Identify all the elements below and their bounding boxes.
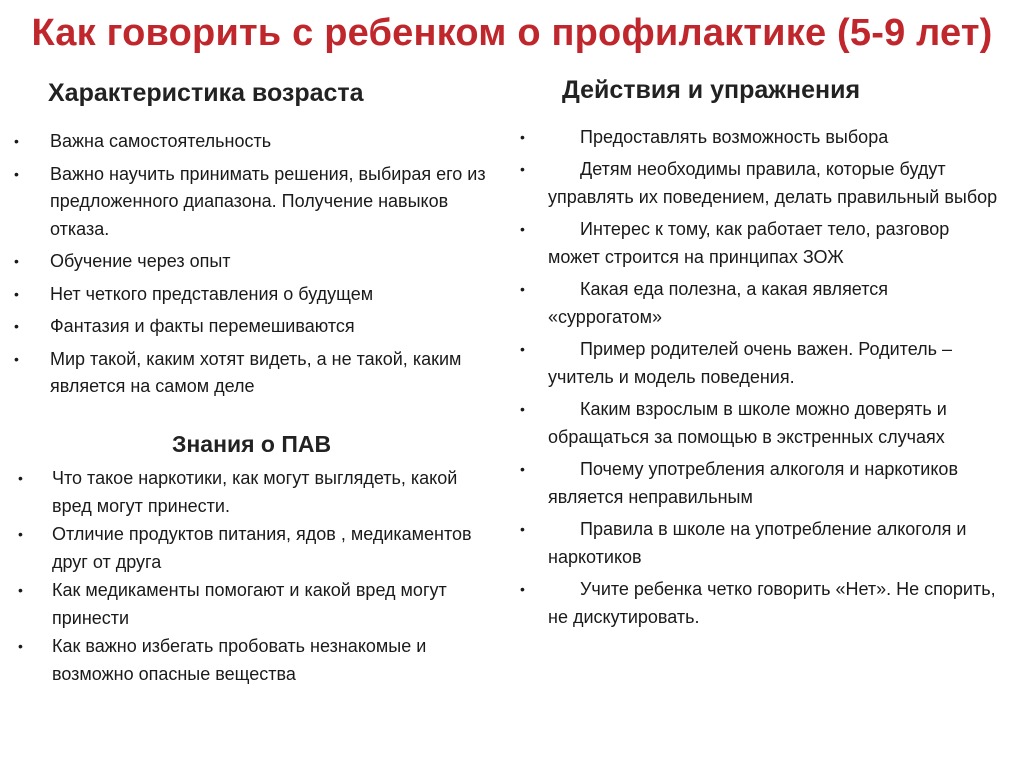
bullet-icon: • xyxy=(520,129,525,145)
actions-heading: Действия и упражнения xyxy=(562,76,861,104)
actions-list xyxy=(520,123,998,635)
list-item xyxy=(18,632,498,688)
list-item-text: Обучение через опыт xyxy=(50,251,231,271)
list-item-text: Учите ребенка четко говорить «Нет». Не спорить, не дискутировать. xyxy=(548,579,996,627)
list-item-text: Фантазия и факты перемешиваются xyxy=(50,316,355,336)
list-item-text: Интерес к тому, как работает тело, разговор может строится на принципах ЗОЖ xyxy=(548,219,950,267)
bullet-icon: • xyxy=(14,133,19,149)
list-item xyxy=(10,346,500,401)
bullet-icon: • xyxy=(520,401,525,417)
bullet-icon: • xyxy=(520,161,525,177)
bullet-icon: • xyxy=(14,318,19,334)
list-item xyxy=(18,520,498,576)
list-item-text: Как важно избегать пробовать незнакомые и возможно опасные вещества xyxy=(52,636,427,684)
list-item-text: Пример родителей очень важен. Родитель – учитель и модель поведения. xyxy=(548,339,953,387)
age-characteristics-list xyxy=(10,128,500,406)
bullet-icon: • xyxy=(14,253,19,269)
list-item xyxy=(18,576,498,632)
list-item xyxy=(10,128,500,156)
bullet-icon: • xyxy=(520,581,525,597)
list-item-text: Отличие продуктов питания, ядов , медикаментов друг от друга xyxy=(52,524,472,572)
list-item xyxy=(520,455,998,511)
list-item-text: Что такое наркотики, как могут выглядеть, какой вред могут принести. xyxy=(52,468,458,516)
list-item xyxy=(520,155,998,211)
bullet-icon: • xyxy=(18,470,23,486)
pav-knowledge-list xyxy=(18,464,498,688)
list-item xyxy=(520,123,998,151)
bullet-icon: • xyxy=(14,285,19,302)
bullet-icon: • xyxy=(18,582,23,598)
pav-knowledge-heading: Знания о ПАВ xyxy=(172,431,332,457)
bullet-icon: • xyxy=(520,521,525,537)
list-item-text: Предоставлять возможность выбора xyxy=(580,127,889,147)
bullet-icon: • xyxy=(18,638,23,654)
list-item-text: Какая еда полезна, а какая является «суррогатом» xyxy=(548,279,889,327)
list-item xyxy=(520,395,998,451)
list-item-text: Важна самостоятельность xyxy=(50,131,272,151)
list-item xyxy=(520,215,998,271)
bullet-icon: • xyxy=(18,526,23,542)
list-item-text: Каким взрослым в школе можно доверять и обращаться за помощью в экстренных случаях xyxy=(548,399,947,447)
list-item xyxy=(10,281,500,309)
list-item xyxy=(520,575,998,631)
slide-title: Как говорить с ребенком о профилактике (5-9 лет) xyxy=(31,12,993,54)
list-item xyxy=(10,313,500,341)
list-item xyxy=(520,335,998,391)
list-item-text: Почему употребления алкоголя и наркотиков является неправильным xyxy=(548,459,958,507)
bullet-icon: • xyxy=(520,461,525,477)
list-item-text: Нет четкого представления о будущем xyxy=(50,283,374,304)
list-item-text: Детям необходимы правила, которые будут управлять их поведением, делать правильный выбор xyxy=(548,159,998,207)
list-item-text: Мир такой, каким хотят видеть, а не такой, каким является на самом деле xyxy=(50,348,462,396)
age-characteristics-heading: Характеристика возраста xyxy=(48,79,364,107)
list-item xyxy=(18,464,498,520)
bullet-icon: • xyxy=(14,165,19,182)
list-item xyxy=(520,275,998,331)
list-item xyxy=(520,515,998,571)
bullet-icon: • xyxy=(520,221,525,237)
list-item-text: Важно научить принимать решения, выбирая его из предложенного диапазона. Получение навыков отказа. xyxy=(50,163,486,239)
bullet-icon: • xyxy=(14,350,19,367)
bullet-icon: • xyxy=(520,281,525,297)
bullet-icon: • xyxy=(520,341,525,357)
list-item xyxy=(10,248,500,276)
list-item-text: Правила в школе на употребление алкоголя и наркотиков xyxy=(548,519,967,567)
list-item xyxy=(10,161,500,244)
list-item-text: Как медикаменты помогают и какой вред могут принести xyxy=(52,580,447,628)
